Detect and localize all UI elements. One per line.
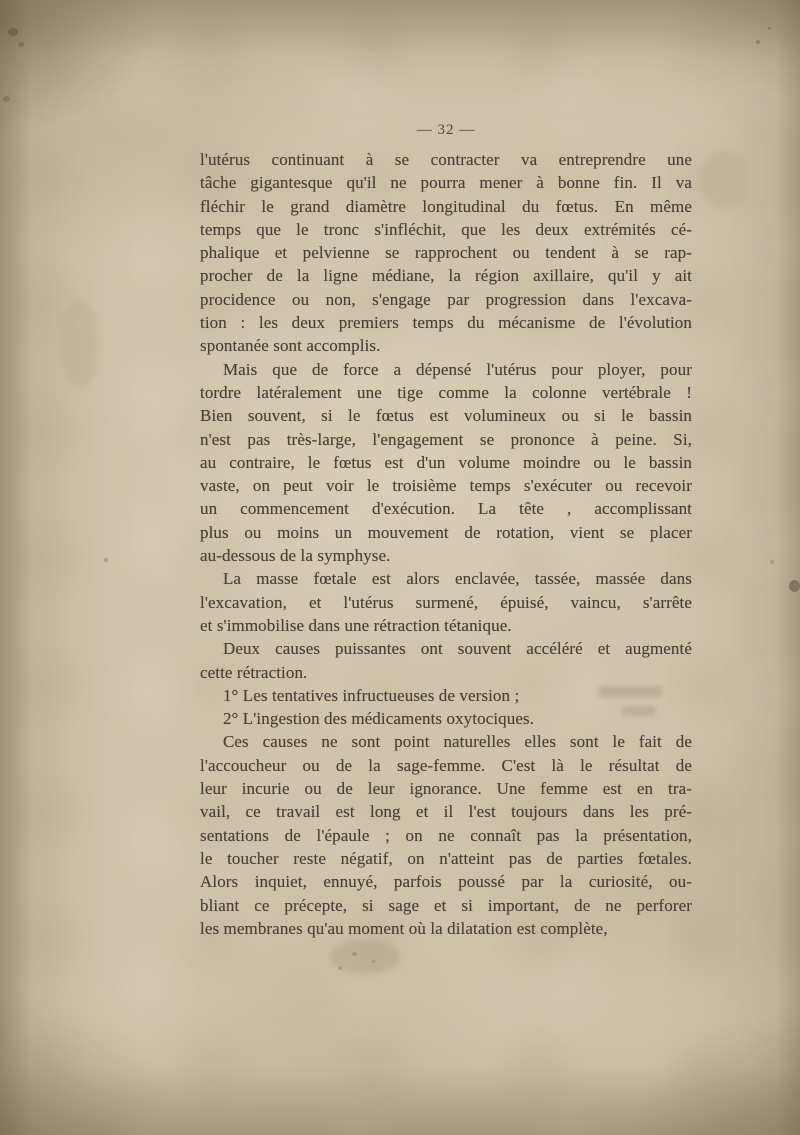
text-line: tion : les deux premiers temps du mécanisme de l'évolution xyxy=(200,313,692,333)
text-line: l'accoucheur ou de la sage-femme. C'est là le résultat de xyxy=(200,755,692,775)
text-line: vaste, on peut voir le troisième temps s'exécuter ou recevoir xyxy=(200,476,692,496)
text-line: leur incurie ou de leur ignorance. Une femme est en tra- xyxy=(200,779,692,799)
paper-smudge xyxy=(60,300,100,390)
paper-speck xyxy=(8,28,18,36)
text-line: Deux causes puissantes ont souvent accéléré et augmenté xyxy=(222,639,692,659)
text-line: Ces causes ne sont point naturelles elles sont le fait de xyxy=(222,732,692,752)
text-line: temps que le tronc s'infléchit, que les deux extrémités cé- xyxy=(200,219,692,239)
paper-speck xyxy=(372,960,375,963)
paper-speck xyxy=(768,27,771,30)
text-line: et s'immobilise dans une rétraction tétanique. xyxy=(200,615,512,635)
paper-speck xyxy=(338,966,342,970)
text-line: sentations de l'épaule ; on ne connaît pas la présentation, xyxy=(200,825,692,845)
text-line: l'utérus continuant à se contracter va entreprendre une xyxy=(200,150,692,169)
text-line: 1° Les tentatives infructueuses de version ; xyxy=(222,685,520,705)
text-line: procher de la ligne médiane, la région axillaire, qu'il y ait xyxy=(200,266,692,286)
page-number: — 32 — xyxy=(416,122,476,138)
text-line: Bien souvent, si le fœtus est volumineux ou si le bassin xyxy=(200,406,692,426)
paper-speck xyxy=(3,96,10,102)
paper-speck xyxy=(770,560,774,564)
text-block xyxy=(200,148,692,940)
text-line: plus ou moins un mouvement de rotation, vient se placer xyxy=(200,522,692,542)
text-line: fléchir le grand diamètre longitudinal du fœtus. En même xyxy=(200,196,692,216)
text-line: La masse fœtale est alors enclavée, tassée, massée dans xyxy=(222,569,692,589)
paper-smudge xyxy=(330,940,400,974)
text-line: tâche gigantesque qu'il ne pourra mener à bonne fin. Il va xyxy=(200,173,692,193)
text-line: un commencement d'exécution. La tête , accomplissant xyxy=(200,499,692,519)
text-line: phalique et pelvienne se rapprochent ou tendent à se rap- xyxy=(200,243,692,263)
paper-speck xyxy=(789,580,800,592)
paper-speck xyxy=(352,952,357,956)
paper-smudge xyxy=(700,150,750,210)
text-line: procidence ou non, s'engage par progression dans l'excava- xyxy=(200,289,692,309)
text-line: l'excavation, et l'utérus surmené, épuisé, vaincu, s'arrête xyxy=(200,592,692,612)
text-line: au-dessous de la symphyse. xyxy=(200,546,391,566)
text-line: Mais que de force a dépensé l'utérus pour ployer, pour xyxy=(222,359,692,379)
paper-speck xyxy=(104,558,108,562)
text-line: 2° L'ingestion des médicaments oxytociques. xyxy=(222,709,535,729)
text-line: n'est pas très-large, l'engagement se prononce à peine. Si, xyxy=(200,429,692,449)
text-line: vail, ce travail est long et il l'est toujours dans les pré- xyxy=(200,802,692,822)
paper-speck xyxy=(18,42,24,47)
text-line: bliant ce précepte, si sage et si important, de ne perforer xyxy=(200,895,692,915)
text-line: cette rétraction. xyxy=(200,662,308,682)
text-line: spontanée sont accomplis. xyxy=(200,336,381,356)
paper-speck xyxy=(756,40,760,44)
text-line: Alors inquiet, ennuyé, parfois poussé par la curiosité, ou- xyxy=(200,872,692,892)
text-line: le toucher reste négatif, on n'atteint pas de parties fœtales. xyxy=(200,848,692,868)
text-line: au contraire, le fœtus est d'un volume moindre ou le bassin xyxy=(200,452,692,472)
text-line: tordre latéralement une tige comme la colonne vertébrale ! xyxy=(200,382,692,402)
text-line: les membranes qu'au moment où la dilatation est complète, xyxy=(200,918,608,938)
